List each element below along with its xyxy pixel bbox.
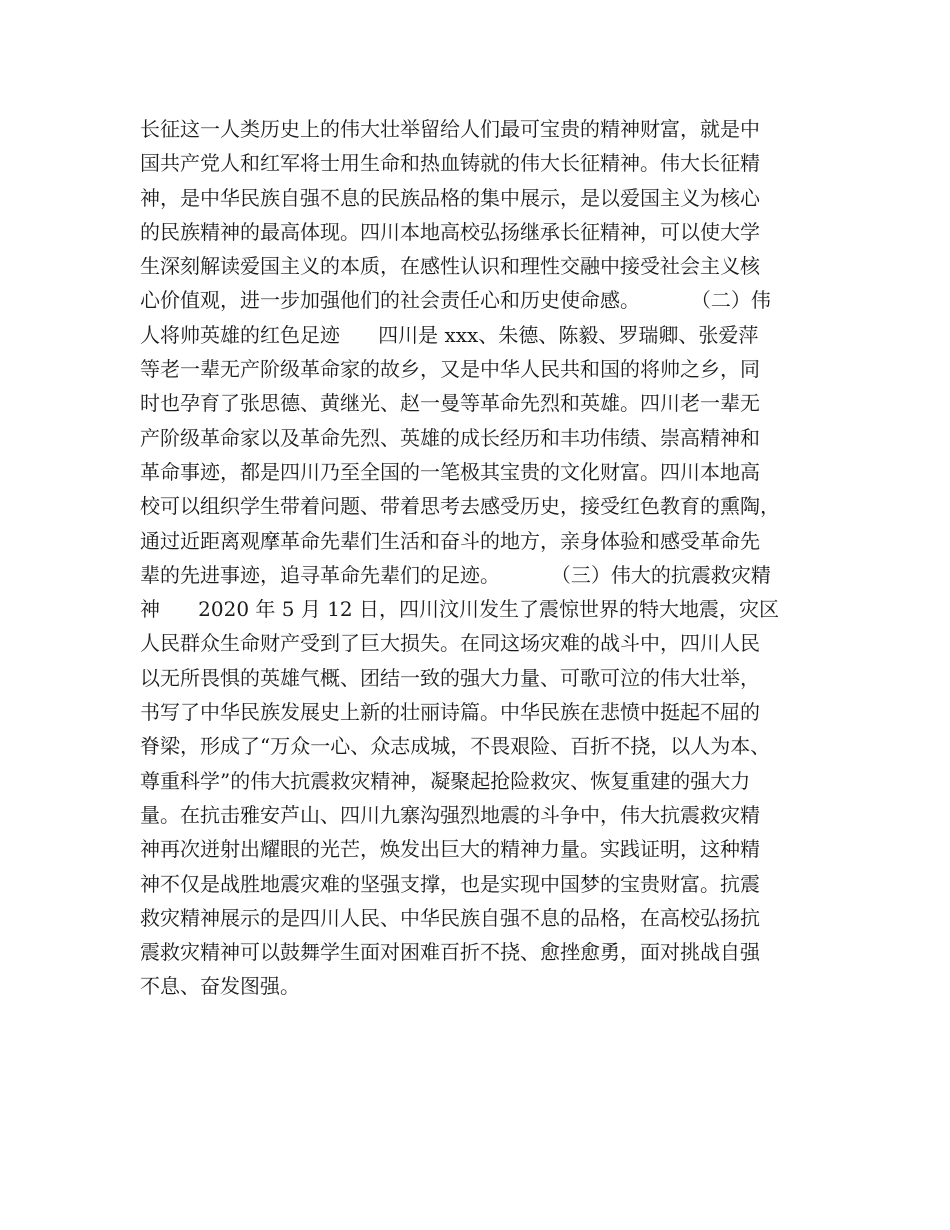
text-line: 救灾精神展示的是四川人民、中华民族自强不息的品格，在高校弘扬抗 — [140, 905, 760, 930]
text-line: 脊梁，形成了“万众一心、众志成城，不畏艰险、百折不挠，以人为本、 — [140, 734, 771, 759]
text-line: 量。在抗击雅安芦山、四川九寨沟强烈地震的斗争中，伟大抗震救灾精 — [140, 802, 760, 827]
text-line: 通过近距离观摩革命先辈们生活和奋斗的地方，亲身体验和感受革命先 — [140, 528, 760, 553]
text-line: 神不仅是战胜地震灾难的坚强支撑，也是实现中国梦的宝贵财富。抗震 — [140, 871, 760, 896]
text-line: 心价值观，进一步加强他们的社会责任心和历史使命感。 （二）伟 — [140, 288, 771, 313]
text-line: 人将帅英雄的红色足迹 四川是 xxx、朱德、陈毅、罗瑞卿、张爱萍 — [140, 322, 759, 347]
text-line: 神再次迸射出耀眼的光芒，焕发出巨大的精神力量。实践证明，这种精 — [140, 837, 760, 862]
text-line: 神 2020 年 5 月 12 日，四川汶川发生了震惊世界的特大地震，灾区 — [140, 597, 780, 622]
text-line: 书写了中华民族发展史上新的壮丽诗篇。中华民族在悲愤中挺起不屈的 — [140, 700, 760, 725]
text-line: 革命事迹，都是四川乃至全国的一笔极其宝贵的文化财富。四川本地高 — [140, 459, 760, 484]
text-line: 辈的先进事迹，追寻革命先辈们的足迹。 （三）伟大的抗震救灾精 — [140, 562, 771, 587]
text-line: 等老一辈无产阶级革命家的故乡，又是中华人民共和国的将帅之乡，同 — [140, 357, 760, 382]
text-line: 生深刻解读爱国主义的本质，在感性认识和理性交融中接受社会主义核 — [140, 254, 760, 279]
text-line: 神，是中华民族自强不息的民族品格的集中展示，是以爱国主义为核心 — [140, 185, 760, 210]
text-line: 震救灾精神可以鼓舞学生面对困难百折不挠、愈挫愈勇，面对挑战自强 — [140, 940, 760, 965]
text-line: 尊重科学”的伟大抗震救灾精神，凝聚起抢险救灾、恢复重建的强大力 — [140, 768, 751, 793]
text-line: 产阶级革命家以及革命先烈、英雄的成长经历和丰功伟绩、崇高精神和 — [140, 425, 760, 450]
text-line: 以无所畏惧的英雄气概、团结一致的强大力量、可歌可泣的伟大壮举， — [140, 665, 760, 690]
text-line: 国共产党人和红军将士用生命和热血铸就的伟大长征精神。伟大长征精 — [140, 151, 760, 176]
text-line: 时也孕育了张思德、黄继光、赵一曼等革命先烈和英雄。四川老一辈无 — [140, 391, 760, 416]
text-line: 不息、奋发图强。 — [140, 974, 300, 999]
text-line: 的民族精神的最高体现。四川本地高校弘扬继承长征精神，可以使大学 — [140, 219, 760, 244]
text-line: 校可以组织学生带着问题、带着思考去感受历史，接受红色教育的熏陶， — [140, 494, 780, 519]
text-line: 长征这一人类历史上的伟大壮举留给人们最可宝贵的精神财富，就是中 — [140, 117, 760, 141]
text-line: 人民群众生命财产受到了巨大损失。在同这场灾难的战斗中，四川人民 — [140, 631, 760, 656]
body-text — [140, 112, 820, 1004]
